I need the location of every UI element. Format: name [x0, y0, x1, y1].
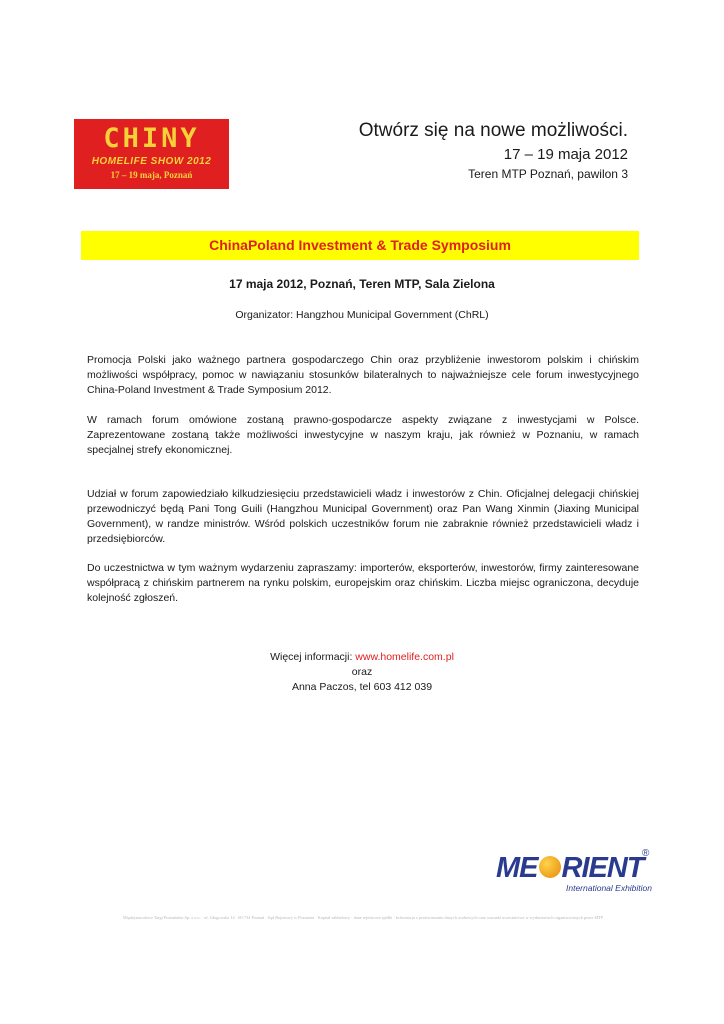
organizer-line: Organizator: Hangzhou Municipal Government (ChRL) [235, 309, 489, 321]
logo-main-text: CHINY [103, 123, 200, 154]
contact-person: Anna Paczos, tel 603 412 039 [291, 681, 433, 693]
symposium-banner: ChinaPoland Investment & Trade Symposium [81, 231, 639, 260]
registered-mark: ® [642, 848, 650, 859]
meorient-wordmark [496, 851, 644, 885]
globe-icon [539, 856, 561, 878]
header-venue: Teren MTP Poznań, pawilon 3 [468, 167, 628, 181]
paragraph-1: Promocja Polski jako ważnego partnera gospodarczego Chin oraz przybliżenie inwestorom polskim i chińskim możliwości współpracy, pomoc w nawiązaniu stosunków bilateralnych to najważniejsze cele forum inwestycyjnego China-Poland Investment & Trade Symposium 2012. [87, 354, 639, 396]
and-word: oraz [351, 666, 373, 678]
meorient-subtitle: International Exhibition [566, 883, 653, 893]
footer-legal-text: Międzynarodowe Targi Poznańskie Sp. z o.o. · ul. Głogowska 14 · 60-734 Poznań · Sąd Rejonowy w Poznaniu · Kapitał zakładowy · dane rejestrowe spółki · Informacja o przetwarzaniu danych osobowych oraz warunki uczestnictwa w wydarzeniach organizowanych przez MTP [122, 915, 604, 920]
paragraph-3: Udział w forum zapowiedziało kilkudziesięciu przedstawicieli władz i inwestorów z Chin. Oficjalnej delegacji chińskiej przewodniczyć będą Pani Tong Guili (Hangzhou Municipal Government) oraz Pan Wang Xinmin (Jiaxing Municipal Government), w randze ministrów. Wśród polskich uczestników forum nie zabraknie również przedstawicieli władz i przedsiębiorców. [87, 488, 639, 545]
logo-sub-text: HOMELIFE SHOW 2012 [91, 156, 212, 167]
header-dates: 17 – 19 maja 2012 [503, 146, 628, 163]
brand-part-2: RIENT [561, 852, 644, 884]
paragraph-2: W ramach forum omówione zostaną prawno-gospodarcze aspekty związane z inwestycjami w Polsce. Zaprezentowane zostaną także możliwości inwestycyjne w naszym kraju, jak również w Poznaniu, w ramach specjalnej strefy ekonomicznej. [87, 414, 639, 456]
more-info-label: Więcej informacji: [270, 651, 356, 663]
brand-part-1: ME [496, 852, 538, 884]
logo-dates: 17 – 19 maja, Poznań [110, 170, 193, 180]
meorient-logo [496, 848, 656, 897]
more-info-line [0, 650, 724, 665]
event-date-location: 17 maja 2012, Poznań, Teren MTP, Sala Zielona [229, 277, 495, 291]
more-info-block [0, 650, 724, 695]
chiny-homelife-logo [74, 119, 229, 189]
homelife-link[interactable]: www.homelife.com.pl [355, 651, 454, 663]
header-title: Otwórz się na nowe możliwości. [358, 120, 628, 141]
paragraph-4: Do uczestnictwa w tym ważnym wydarzeniu zapraszamy: importerów, eksporterów, inwestorów, firmy zainteresowane współpracą z chińskim partnerem na rynku polskim, europejskim oraz chińskim. Liczba miejsc ograniczona, decyduje kolejność zgłoszeń. [87, 562, 639, 604]
